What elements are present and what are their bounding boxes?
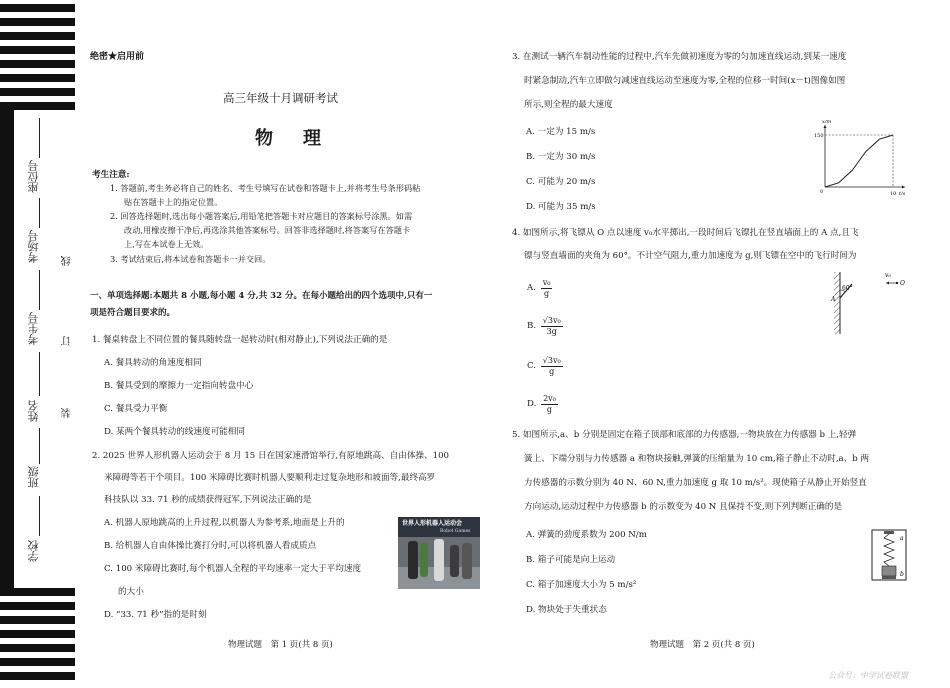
sidebar-bar	[0, 110, 14, 590]
question-stem: 时紧急制动,汽车立即做匀减速直线运动至速度为零,全程的位移一时间(x－t)图像如图	[524, 76, 846, 86]
fraction-denominator: g	[546, 405, 553, 414]
fraction-denominator: g	[549, 367, 555, 376]
notice-item: 改动,用橡皮擦干净后,再选涂其他答案标号。回答非选择题时,将答案写在答题卡	[124, 225, 411, 235]
notice-heading: 考生注意:	[92, 170, 130, 180]
dart-wall-figure	[822, 268, 912, 338]
sensor-a	[884, 531, 894, 534]
sidebar-stripe	[0, 74, 75, 82]
velocity-label: v₀	[885, 272, 891, 279]
option-label: A.	[527, 283, 536, 294]
option-c[interactable]: C. 箱子加速度大小为 5 m/s²	[526, 580, 637, 590]
notice-item: 贴在答题卡上的指定位置。	[124, 197, 223, 207]
photo-banner-text: 世界人形机器人运动会	[402, 520, 463, 527]
notice-item: 1. 答题前,考生务必将自己的姓名、考生号填写在试卷和答题卡上,并将考生号条形码粘	[110, 183, 421, 193]
option-a[interactable]: A. 一定为 15 m/s	[526, 127, 596, 137]
option-d[interactable]: D. “33. 71 秒”指的是时刻	[104, 610, 207, 620]
option-label: C.	[527, 361, 537, 372]
y-axis-arrow	[824, 125, 827, 128]
option-c[interactable]: C. 餐具受力平衡	[104, 404, 168, 414]
question-stem: 米障碍等若干个项目。100 米障碍比赛时机器人要顺利走过复杂地形和坡面等,最终高罗	[104, 473, 436, 483]
sidebar-stripe	[0, 60, 75, 68]
write-line	[39, 352, 40, 396]
sidebar-stripe	[0, 602, 75, 610]
sidebar-stripe	[0, 32, 75, 40]
option-d[interactable]: D. 某两个餐具转动的线速度可能相同	[104, 427, 245, 437]
point-a-label: A	[831, 296, 836, 303]
sidebar-stripe	[0, 18, 75, 26]
write-line	[39, 198, 40, 228]
origin-label: 0	[820, 189, 824, 195]
option-a[interactable]: A. 弹簧的劲度系数为 200 N/m	[526, 530, 647, 540]
question-stem: 科技队以 33. 71 秒的成绩获得冠军,下列说法正确的是	[104, 495, 312, 505]
question-stem: 镖与竖直墙面的夹角为 60°。不计空气阻力,重力加速度为 g,则飞镖在空中的飞行时间为	[524, 251, 857, 261]
exam-title: 高三年级十月调研考试	[223, 91, 338, 105]
page-footer: 物理试题 第 2 页(共 8 页)	[650, 640, 755, 650]
option-c-continuation: 的大小	[118, 587, 144, 597]
fraction-numerator: √3v₀	[542, 356, 561, 365]
exam-room-label: 考场号	[27, 230, 40, 263]
candidate-number-label: 考生号	[27, 312, 40, 345]
wall-hatching	[834, 272, 840, 334]
robot-games-photo	[398, 517, 480, 589]
binding-mark: 订	[62, 336, 73, 346]
sensor-b-label: b	[900, 571, 904, 578]
photo-banner-sub: Robot Games	[440, 529, 471, 534]
binding-mark: 线	[62, 256, 73, 266]
angle-label: 60°	[842, 285, 853, 292]
option-a[interactable]	[527, 278, 552, 299]
option-b[interactable]: B. 箱子可能是向上运动	[526, 555, 616, 565]
section-heading: 一、单项选择题:本题共 8 小题,每小题 4 分,共 32 分。在每小题给出的四个选项中,只有一	[90, 291, 433, 301]
watermark: 公众号：中学试卷联盟	[828, 671, 908, 680]
sidebar-stripe	[0, 46, 75, 54]
option-label: B.	[527, 321, 537, 332]
page-footer: 物理试题 第 1 页(共 8 页)	[228, 640, 333, 650]
question-stem: 2. 2025 世界人形机器人运动会于 8 月 15 日在国家速滑馆举行,有原地跳高、自由体操、100	[92, 451, 449, 461]
notice-item: 上,写在本试卷上无效。	[124, 239, 209, 249]
option-c[interactable]	[527, 356, 563, 377]
question-stem: 3. 在测试一辆汽车制动性能的过程中,汽车先做初速度为零的匀加速直线运动,到某一速度	[512, 52, 847, 62]
notice-item: 2. 回答选择题时,选出每小题答案后,用铅笔把答题卡对应题目的答案标号涂黑。如需	[110, 211, 413, 221]
spring	[884, 534, 894, 566]
question-stem: 4. 如图所示,将飞镖从 O 点以速度 v₀水平掷出,一段时间后飞镖扎在竖直墙面上的 A 点,且飞	[512, 228, 859, 238]
question-stem: 5. 如图所示,a、b 分别是固定在箱子顶部和底部的力传感器,一物块放在力传感器 b 上,轻弹	[512, 430, 857, 440]
option-a[interactable]: A. 餐具转动的角速度相同	[104, 358, 202, 368]
write-line	[39, 496, 40, 536]
sidebar-stripe	[0, 88, 75, 96]
fraction-numerator: √3v₀	[542, 316, 561, 325]
question-stem: 方向运动,运动过程中力传感器 b 的示数变为 40 N 且保持不变,则下列判断正确的是	[524, 502, 843, 512]
write-line	[39, 270, 40, 310]
seat-number-label: 座位号	[27, 160, 40, 193]
write-line	[39, 118, 40, 158]
question-stem: 1. 餐桌转盘上不同位置的餐具随转盘一起转动时(相对静止),下列说法正确的是	[92, 335, 388, 345]
option-label: D.	[527, 399, 537, 410]
section-heading: 项是符合题目要求的。	[90, 308, 176, 318]
question-stem: 力传感器的示数分别为 40 N、60 N,重力加速度 g 取 10 m/s²。现使箱子从静止开始竖直	[524, 478, 867, 488]
option-b[interactable]	[527, 316, 563, 337]
box-spring-figure	[870, 528, 912, 582]
class-label: 班级	[27, 466, 40, 488]
sidebar-stripe	[0, 672, 75, 680]
option-c[interactable]: C. 100 米障碍比赛时,每个机器人全程的平均速率一定大于平均速度	[104, 564, 362, 574]
xt-chart	[813, 120, 913, 198]
point-o-label: O	[900, 280, 905, 287]
y-axis-label: x/m	[822, 120, 832, 125]
fraction-denominator: 3g	[546, 327, 557, 336]
option-d[interactable]: D. 物块处于失重状态	[526, 605, 607, 615]
fraction-numerator: v₀	[542, 278, 551, 287]
notice-item: 3. 考试结束后,将本试卷和答题卡一并交回。	[110, 254, 271, 264]
subject-title: 物 理	[255, 128, 327, 149]
sensor-a-label: a	[900, 535, 904, 542]
sidebar-stripe	[0, 630, 75, 638]
binding-mark: 装	[62, 408, 73, 418]
sidebar-stripe	[0, 644, 75, 652]
y-tick-label: 150	[814, 133, 824, 139]
option-d[interactable]	[527, 394, 558, 415]
sidebar-stripe	[0, 4, 75, 12]
option-b[interactable]: B. 餐具受到的摩擦力一定指向转盘中心	[104, 381, 254, 391]
secret-label: 绝密★启用前	[90, 52, 145, 62]
name-label: 姓名	[27, 400, 40, 422]
option-b[interactable]: B. 给机器人自由体操比赛打分时,可以将机器人看成质点	[104, 541, 317, 551]
write-line	[39, 428, 40, 464]
school-label: 学校	[27, 540, 40, 562]
option-d[interactable]: D. 可能为 35 m/s	[526, 202, 596, 212]
block	[882, 566, 896, 576]
sensor-b	[882, 576, 896, 579]
option-c[interactable]: C. 可能为 20 m/s	[526, 177, 596, 187]
option-b[interactable]: B. 一定为 30 m/s	[526, 152, 596, 162]
x-axis-arrow	[902, 186, 905, 189]
question-stem: 所示,则全程的最大速度	[524, 100, 613, 110]
option-a[interactable]: A. 机器人原地跳高的上升过程,以机器人为参考系,地面是上升的	[104, 518, 345, 528]
fraction-denominator: g	[543, 289, 550, 298]
x-tick-label: 10	[890, 191, 897, 197]
launch-point	[896, 282, 898, 284]
question-stem: 簧上、下端分别与力传感器 a 和物块接触,弹簧的压缩量为 10 cm,箱子静止不动时,a、b 两	[524, 454, 870, 464]
sidebar-stripe	[0, 616, 75, 624]
x-axis-label: t/s	[899, 191, 906, 197]
sidebar-stripe	[0, 658, 75, 666]
fraction-numerator: 2v₀	[543, 394, 556, 403]
sidebar-stripe	[0, 102, 75, 110]
